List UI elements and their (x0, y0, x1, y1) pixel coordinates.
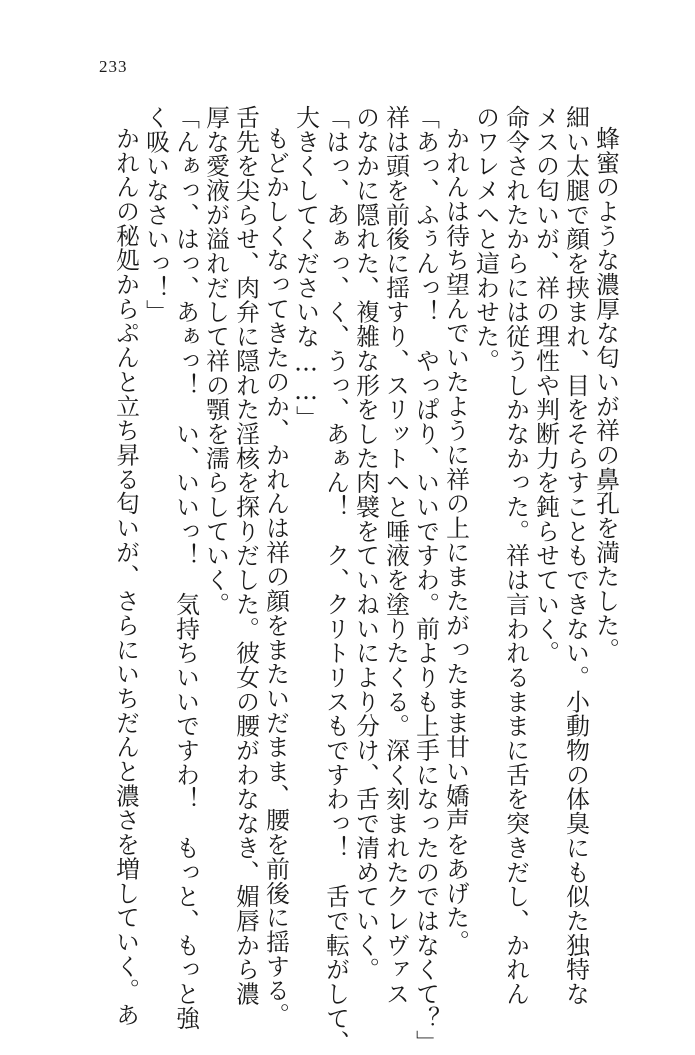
text-column: 細い太腿で顔を挟まれ、目をそらすこともできない。小動物の体臭にも似た独特な (562, 105, 590, 1006)
text-column: 厚な愛液が溢れだして祥の顎を濡らしていく。 (202, 105, 230, 617)
text-column: かれんは待ち望んでいたように祥の上にまたがったまま甘い嬌声をあげた。 (442, 126, 470, 954)
text-column: のワレメへと這わせた。 (472, 105, 500, 373)
text-column: メスの匂いが、祥の理性や判断力を鈍らせていく。 (532, 105, 560, 666)
text-column: 大きくしてくださいな……」 (292, 105, 320, 430)
text-column: く吸いなさいっ！」 (142, 105, 170, 325)
text-column: 蜂蜜のような濃厚な匂いが祥の鼻孔を満たした。 (592, 126, 620, 662)
text-column: かれんの秘処からぷんと立ち昇る匂いが、さらにいちだんと濃さを増していく。あ (112, 126, 140, 1027)
text-column: 命令されたからには従うしかなかった。祥は言われるままに舌を突きだし、かれん (502, 105, 530, 1006)
text-column: 「あっ、ふぅんっ！ やっぱり、いいですわ。前よりも上手になったのではなくて？」 (412, 105, 440, 1055)
text-column: 舌先を尖らせ、肉弁に隠れた淫核を探りだした。彼女の腰がわななき、媚唇から濃 (232, 105, 260, 1006)
text-column: 「んぁっ、はっ、あぁっ！ い、いいっ！ 気持ちいいですわ！ もっと、もっと強 (172, 105, 200, 1031)
page-number: 233 (99, 57, 128, 76)
text-column: 「はっ、あぁっ、く、うっ、あぁん！ ク、クリトリスもですわっ！ 舌で転がして、 (322, 105, 350, 1055)
text-column: 祥は頭を前後に揺すり、スリットへと唾液を塗りたくる。深く刻まれたクレヴァス (382, 105, 410, 1006)
text-column: のなかに隠れた、複雑な形をした肉襞をていねいにより分け、舌で清めていく。 (352, 105, 380, 982)
text-column: もどかしくなってきたのか、かれんは祥の顔をまたいだまま、腰を前後に揺する。 (262, 126, 290, 1027)
